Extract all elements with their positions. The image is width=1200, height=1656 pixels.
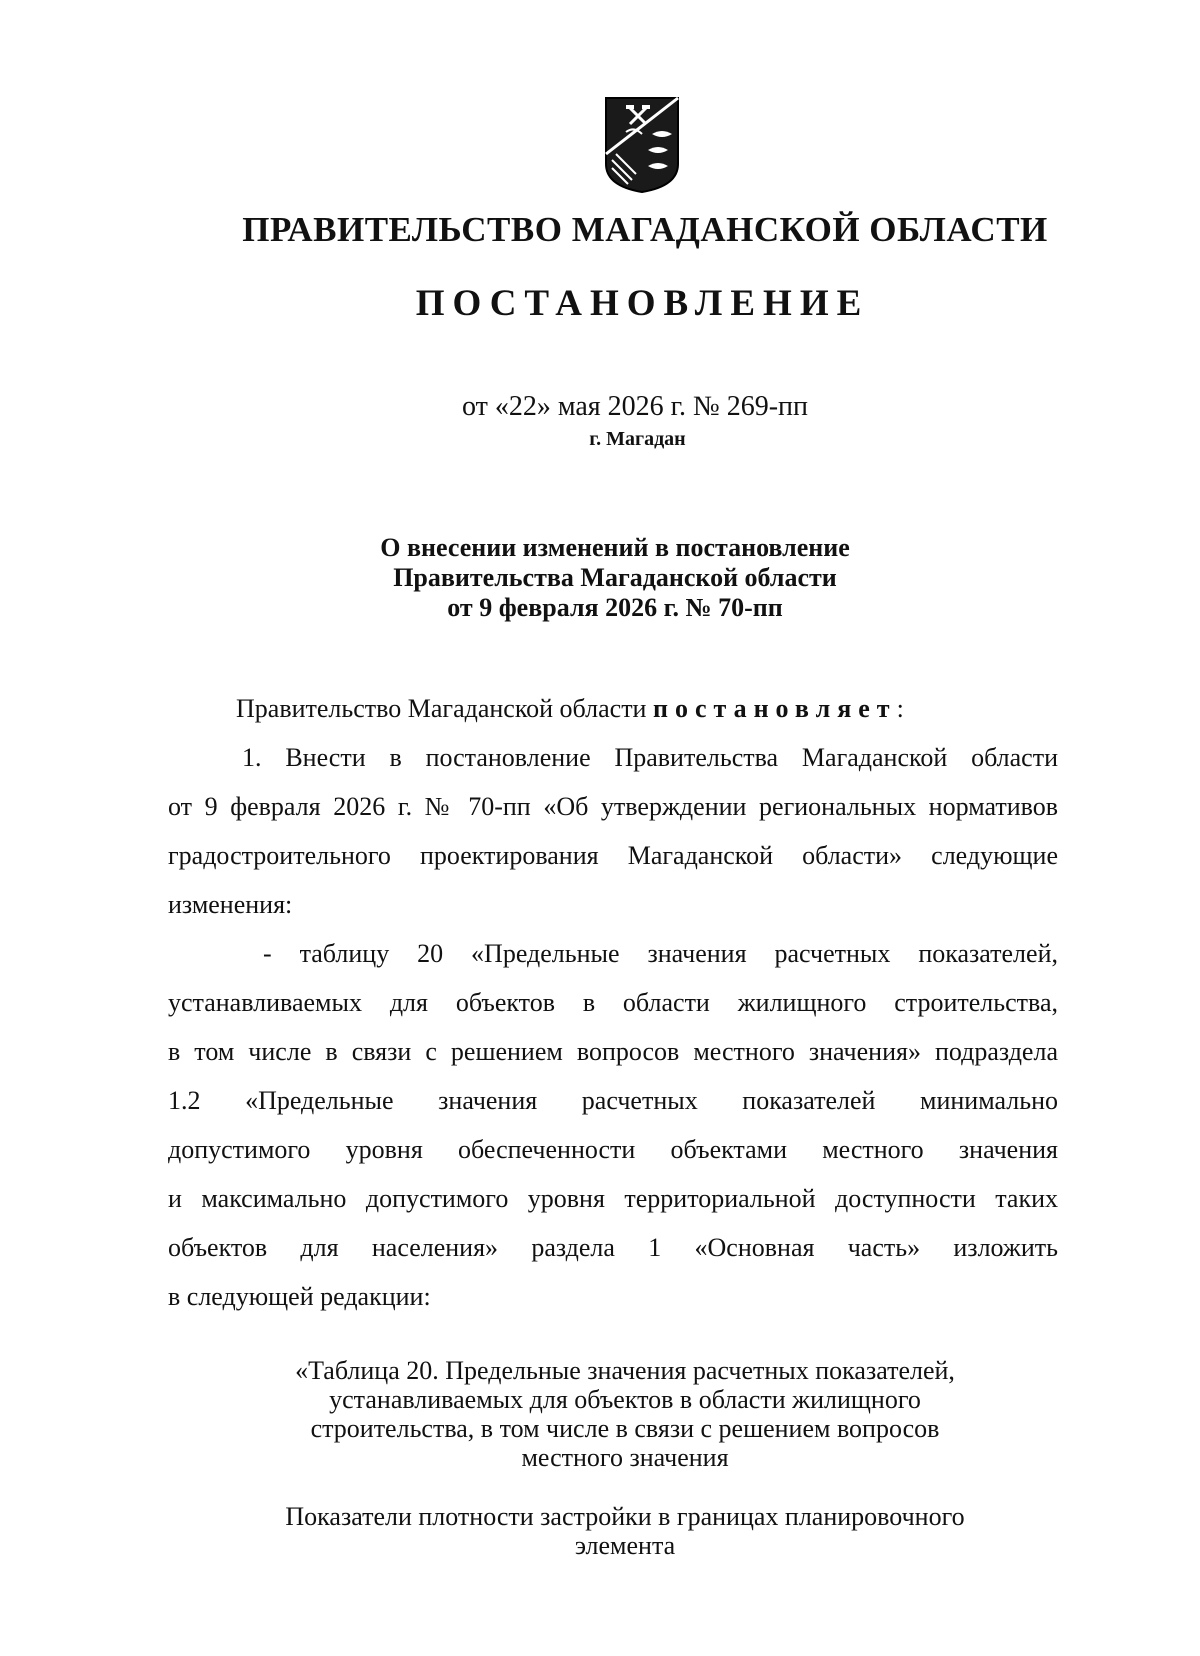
change-line: и максимально допустимого уровня территориальной доступности таких [168,1184,1058,1213]
table-caption-line: «Таблица 20. Предельные значения расчетных показателей, [295,1356,955,1385]
table-caption-line: устанавливаемых для объектов в области жилищного [329,1385,921,1414]
change-line: объектов для населения» раздела 1 «Основная часть» изложить [168,1233,1058,1262]
table-caption [0,1356,1200,1472]
item1-line: от 9 февраля 2026 г. № 70-пп «Об утверждении региональных нормативов [168,792,1058,821]
preamble-start: Правительство Магаданской области [236,694,653,723]
organization-title: ПРАВИТЕЛЬСТВО МАГАДАНСКОЙ ОБЛАСТИ [242,210,1048,249]
subject-line: Правительства Магаданской области [393,563,837,592]
change-line: 1.2 «Предельные значения расчетных показателей минимально [168,1086,1058,1115]
preamble-end: : [896,694,904,723]
change-line: допустимого уровня обеспеченности объектами местного значения [168,1135,1058,1164]
table-caption-line: строительства, в том числе в связи с решением вопросов [310,1414,940,1443]
section-caption-line: элемента [574,1531,676,1560]
document-body [168,684,1058,1321]
preamble-verb: постановляет [652,694,897,723]
document-city: г. Магадан [589,428,686,450]
item1-line: градостроительного проектирования Магаданской области» следующие [168,841,1058,870]
document-type-title: ПОСТАНОВЛЕНИЕ [415,283,870,324]
preamble [168,684,1058,733]
change-line: в следующей редакции: [168,1282,431,1311]
section-caption [0,1502,1200,1560]
coat-of-arms-emblem [602,94,682,194]
change-line: - таблицу 20 «Предельные значения расчетных показателей, [263,939,1058,968]
change-line: в том числе в связи с решением вопросов местного значения» подраздела [168,1037,1058,1066]
table-caption-line: местного значения [521,1443,729,1472]
subject-line: О внесении изменений в постановление [380,533,850,562]
section-caption-line: Показатели плотности застройки в границах планировочного [285,1502,965,1531]
item1-line: изменения: [168,890,293,919]
document-date-number: от «22» мая 2026 г. № 269-пп [461,391,809,422]
item1-line: 1. Внести в постановление Правительства Магаданской области [242,743,1058,772]
subject-line: от 9 февраля 2026 г. № 70-пп [447,593,783,622]
change-line: устанавливаемых для объектов в области жилищного строительства, [168,988,1058,1017]
document-subject [0,533,1200,623]
